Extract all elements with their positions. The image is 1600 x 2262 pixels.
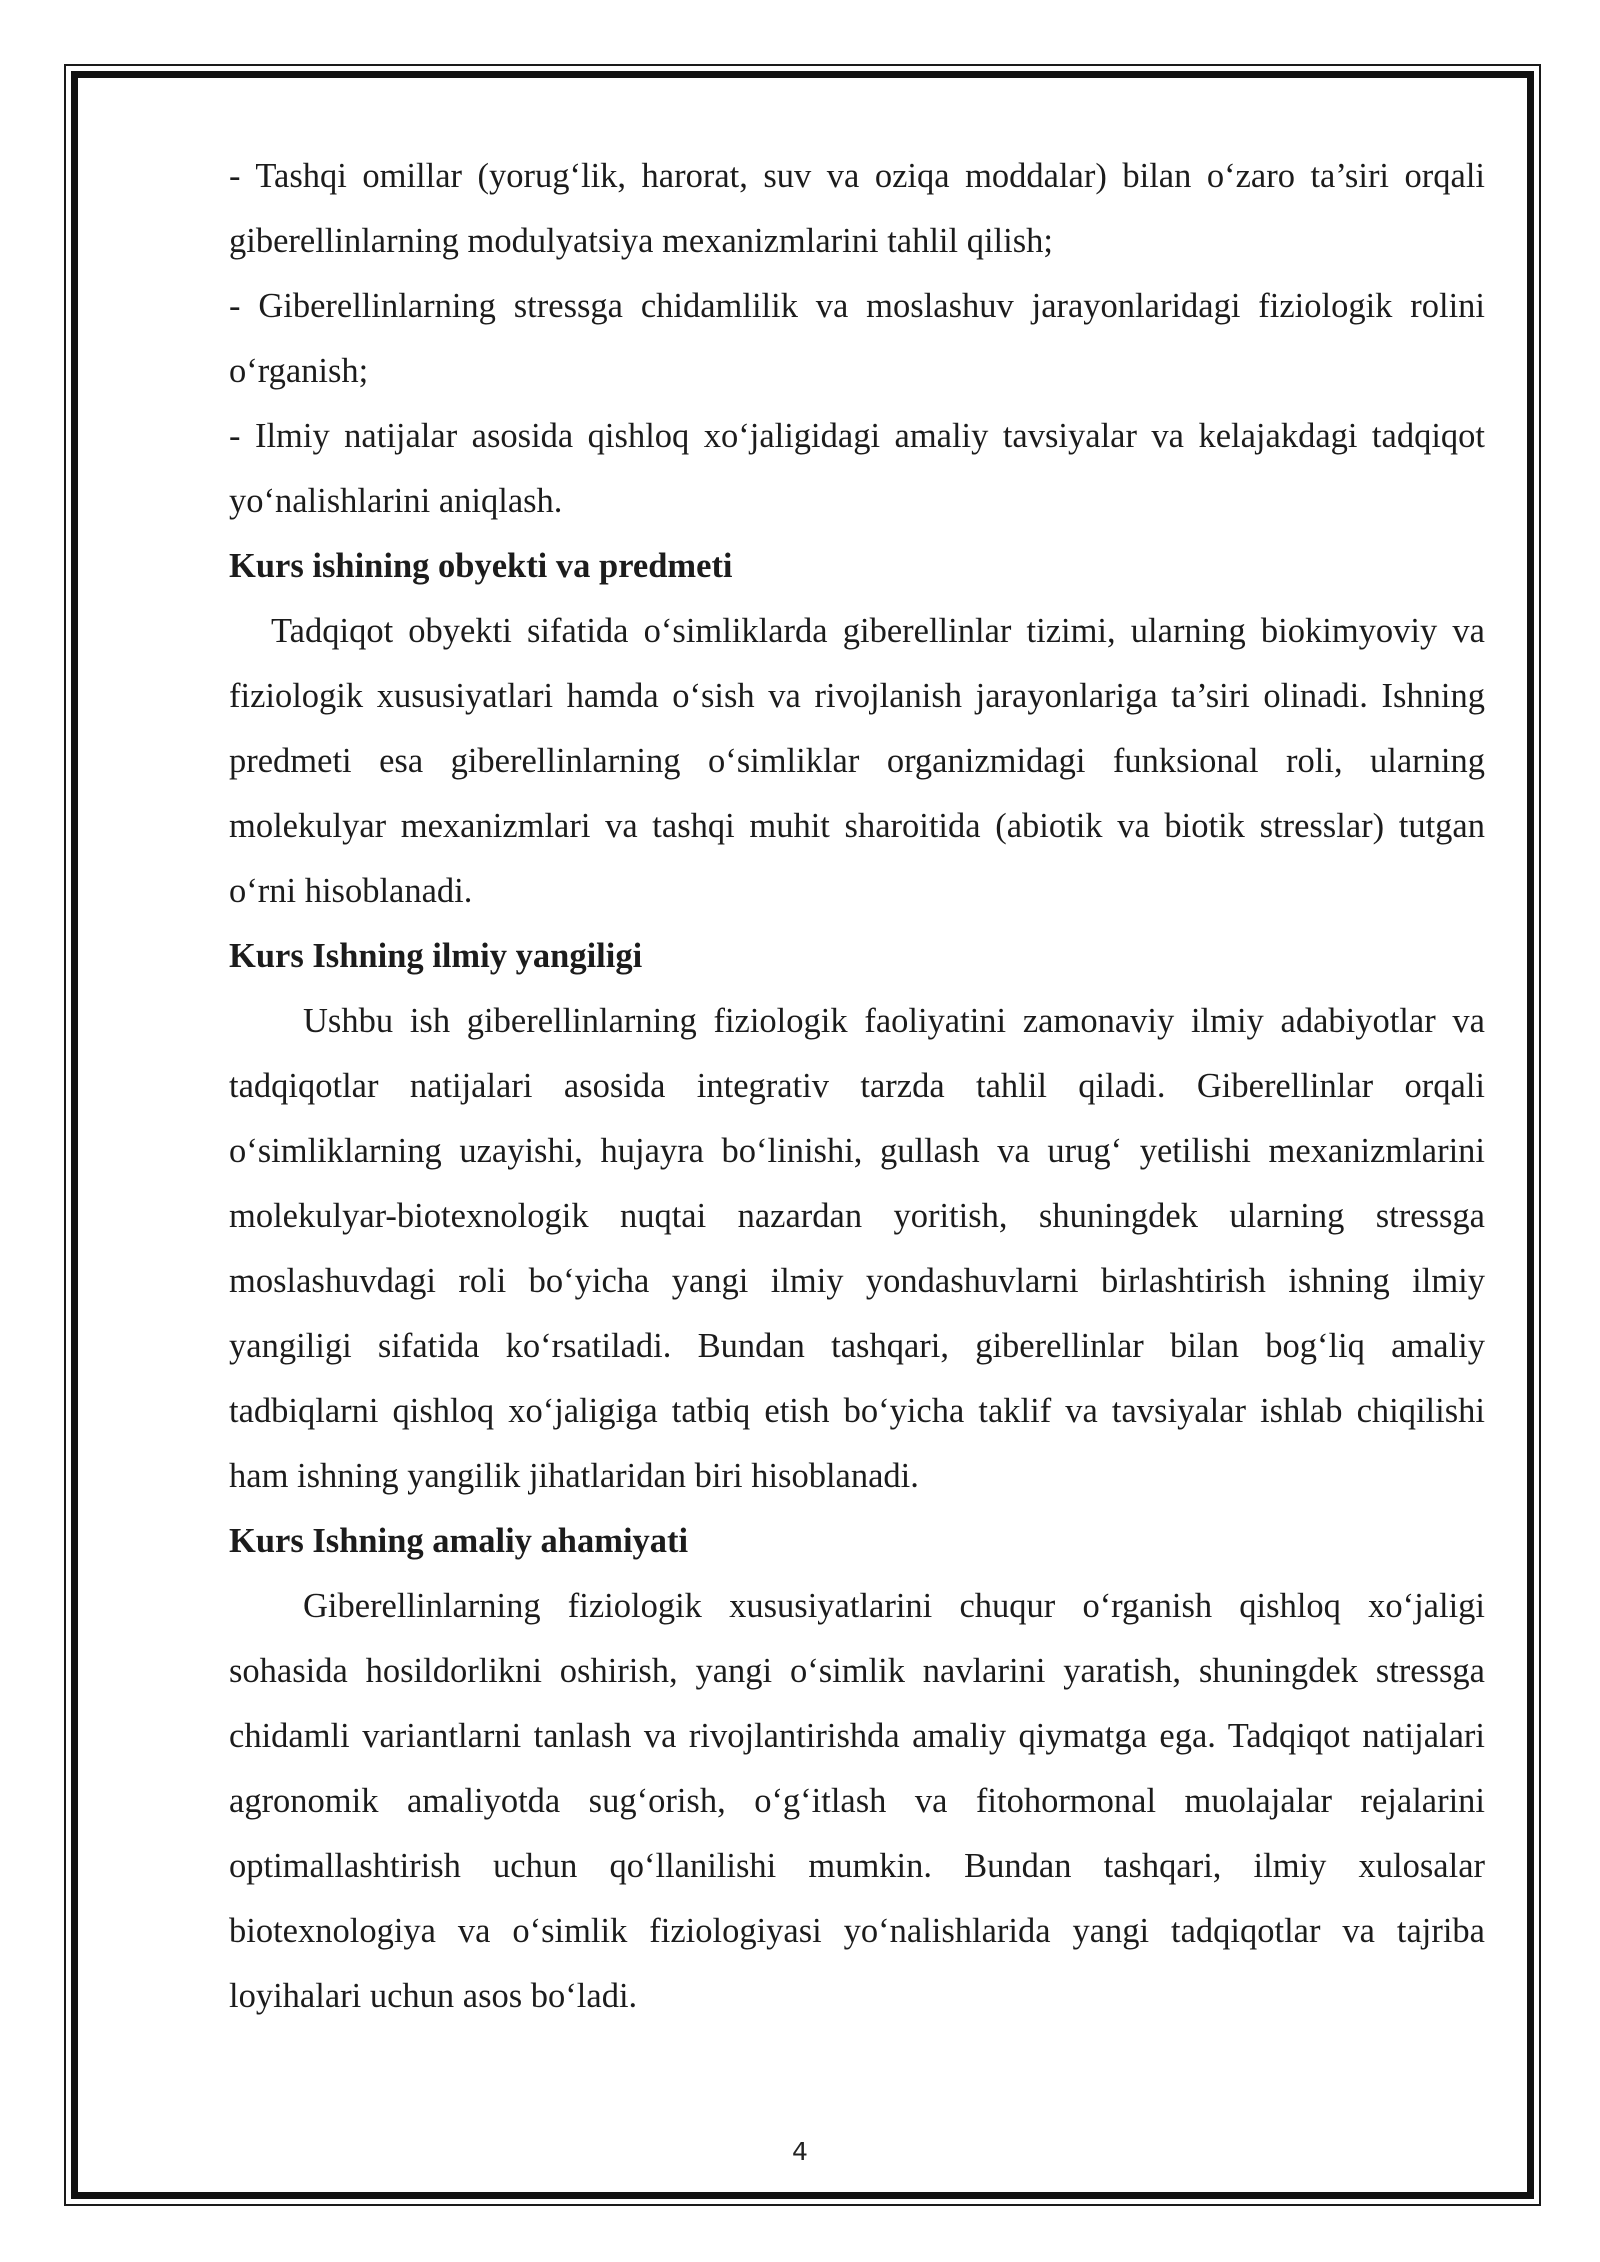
bullet-paragraph: - Tashqi omillar (yorug‘lik, harorat, suv va oziqa moddalar) bilan o‘zaro ta’siri orqali giberellinlarning modulyatsiya mexanizmlarini tahlil qilish; xyxy=(229,157,1485,260)
page-number: 4 xyxy=(792,2137,808,2166)
section-heading-object: Kurs ishining obyekti va predmeti xyxy=(229,547,733,585)
bullet-paragraph: - Giberellinlarning stressga chidamlilik va moslashuv jarayonlaridagi fiziologik rolini o‘rganish; xyxy=(229,287,1485,390)
bullet-paragraph: - Ilmiy natijalar asosida qishloq xo‘jaligidagi amaliy tavsiyalar va kelajakdagi tadqiqot yo‘nalishlarini aniqlash. xyxy=(229,417,1485,520)
section-paragraph-novelty: Ushbu ish giberellinlarning fiziologik faoliyatini zamonaviy ilmiy adabiyotlar va tadqiqotlar natijalari asosida integrativ tarzda tahlil qiladi. Giberellinlar orqali o‘simliklarning uzayishi, hujayra bo‘linishi, gullash va urug‘ yetilishi mexanizmlarini molekulyar-biotexnologik nuqtai nazardan yoritish, shuningdek ularning stressga moslashuvdagi roli bo‘yicha yangi ilmiy yondashuvlarni birlashtirish ishning ilmiy yangiligi sifatida ko‘rsatiladi. Bundan tashqari, giberellinlar bilan bog‘liq amaliy tadbiqlarni qishloq xo‘jaligiga tatbiq etish bo‘yicha taklif va tavsiyalar ishlab chiqilishi ham ishning yangilik jihatlaridan biri hisoblanadi. xyxy=(229,1002,1485,1495)
section-heading-significance: Kurs Ishning amaliy ahamiyati xyxy=(229,1522,689,1560)
section-paragraph-significance: Giberellinlarning fiziologik xususiyatlarini chuqur o‘rganish qishloq xo‘jaligi sohasida hosildorlikni oshirish, yangi o‘simlik navlarini yaratish, shuningdek stressga chidamli variantlarni tanlash va rivojlantirishda amaliy qiymatga ega. Tadqiqot natijalari agronomik amaliyotda sug‘orish, o‘g‘itlash va fitohormonal muolajalar rejalarini optimallashtirish uchun qo‘llanilishi mumkin. Bundan tashqari, ilmiy xulosalar biotexnologiya va o‘simlik fiziologiyasi yo‘nalishlarida yangi tadqiqotlar va tajriba loyihalari uchun asos bo‘ladi. xyxy=(229,1587,1485,2015)
page-content xyxy=(229,144,1485,2029)
section-heading-novelty: Kurs Ishning ilmiy yangiligi xyxy=(229,937,643,975)
section-paragraph-object: Tadqiqot obyekti sifatida o‘simliklarda giberellinlar tizimi, ularning biokimyoviy va fiziologik xususiyatlari hamda o‘sish va rivojlanish jarayonlariga ta’siri olinadi. Ishning predmeti esa giberellinlarning o‘simliklar organizmidagi funksional roli, ularning molekulyar mexanizmlari va tashqi muhit sharoitida (abiotik va biotik stresslar) tutgan o‘rni hisoblanadi. xyxy=(229,612,1485,910)
